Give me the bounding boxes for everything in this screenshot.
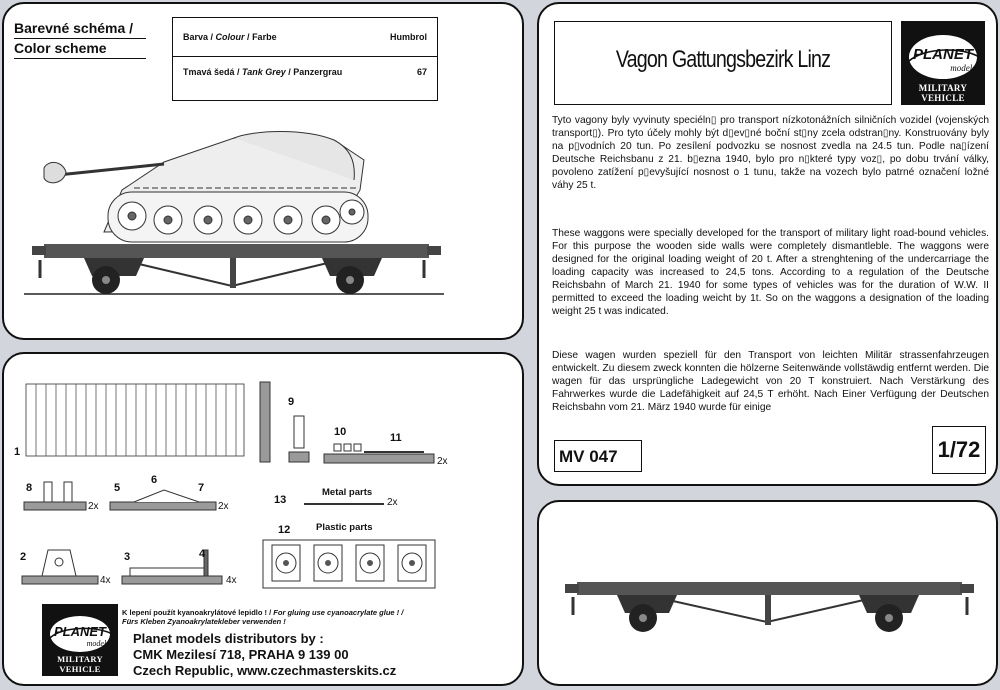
- part-number-3: 3: [124, 551, 131, 563]
- color-scheme-title: Barevné schéma / Color scheme: [14, 20, 146, 60]
- planet-logo: [901, 21, 985, 105]
- part-number-12: 12: [278, 524, 291, 536]
- empty-wagon-panel: [537, 500, 998, 686]
- planet-logo-icon-large: [901, 21, 985, 89]
- part-number-4: 4: [199, 548, 206, 560]
- planet-logo-text: PLANET: [54, 624, 106, 639]
- military-vehicle-caption: MILITARY VEHICLE: [42, 652, 118, 676]
- planet-logo-sub: models: [86, 639, 110, 648]
- planet-logo-large-sub: models: [950, 63, 976, 73]
- scale-badge: 1/72: [932, 426, 986, 474]
- product-code: MV 047: [554, 440, 642, 472]
- qty-part-13: 2x: [387, 497, 398, 508]
- planet-logo-small: [42, 604, 118, 676]
- parts-panel: [2, 352, 524, 686]
- empty-wagon-side-view: [539, 502, 996, 684]
- part-number-13: 13: [274, 494, 287, 506]
- distributor-info: Planet models distributors by : CMK Mezilesí 718, PRAHA 9 139 00 Czech Republic, www.czechmasterskits.cz: [133, 631, 397, 678]
- part-2: [22, 550, 98, 584]
- part-number-2: 2: [20, 551, 27, 563]
- part-12-sprue: [262, 539, 437, 591]
- glue-note: K lepení použít kyanoakrylátové lepidlo ! / For gluing use cyanoacrylate glue ! / Fürs Kleben Zyanoakrylatekleber verwenden !: [122, 608, 404, 626]
- part-8: [24, 482, 86, 510]
- color-scheme-panel: [2, 2, 524, 340]
- part-number-6: 6: [151, 474, 158, 486]
- qty-part-5: 2x: [218, 501, 229, 512]
- part-3-4: [122, 550, 222, 584]
- part-number-9: 9: [288, 396, 295, 408]
- plastic-parts-label: Plastic parts: [316, 522, 373, 533]
- wagon-drawing: [24, 244, 444, 294]
- part-number-7: 7: [198, 482, 205, 494]
- color-table-header: Barva / Colour / Farbe Humbrol: [183, 32, 427, 42]
- qty-part-8: 2x: [88, 501, 99, 512]
- part-number-1: 1: [14, 446, 21, 458]
- part-10-11: [324, 444, 434, 463]
- part-number-5: 5: [114, 482, 121, 494]
- tank-drawing: [44, 132, 368, 243]
- color-table-row: Tmavá šedá / Tank Grey / Panzergrau 67: [183, 67, 427, 77]
- wagon-with-tank-side-view: [4, 100, 524, 340]
- metal-parts-label: Metal parts: [322, 487, 373, 498]
- qty-part-2: 4x: [100, 575, 111, 586]
- qty-part-10: 2x: [437, 456, 448, 467]
- title-box: [554, 21, 892, 105]
- part-9: [289, 416, 309, 462]
- description-de: Diese wagen wurden speziell für den Transport von leichten Militär strassenfahrzeugen entwickelt. Zu diesem zweck konnten die hölzerne Seitenwände vollstäwdig entfernt werden. Die wagen für das ursprüngliche Ladegewicht von 20 T konstruiert. Nach Verstärkung des Fahrwerkes wurde die Ladefähigkeit auf 24,5 T erhöht. Nach Einer Verfügung der Deutschen Reichsbahn vom 21. März 1940 wurde für einige: [552, 350, 989, 413]
- description-en: These waggons were specially developed for the transport of military light road-bound vehicles. For this purpose the wooden side walls were completely dismantleble. The waggons were designed for the original loading weight of 20 t. After a strenghtening of the undercarriage the loading capacity was increased to 24,5 tons. According to a regulation of the Deutsche Reichsbahn of March 21. 1940 for some types of vehicles was for the duration of W.W. II permitted to exceed the loading weicht by 1t. So on the waggons a designation of the loading weight 25 t was indicated.: [552, 228, 989, 317]
- qty-part-3: 4x: [226, 575, 237, 586]
- part-number-8: 8: [26, 482, 33, 494]
- part-side-beam: [260, 382, 270, 462]
- planet-logo-large-text: PLANET: [913, 46, 973, 63]
- military-vehicle-caption-large: MILITARY VEHICLE: [901, 81, 985, 105]
- description-panel: [537, 2, 998, 486]
- part-number-11: 11: [390, 432, 402, 444]
- product-title: Vagon Gattungsbezirk Linz: [615, 46, 831, 73]
- part-number-10: 10: [334, 426, 347, 438]
- part-1-deck: [26, 384, 244, 456]
- description-cz: Tyto vagony byly vyvinuty speciéln▯ pro transport nízkotonážních silničních vozidel (vojenských transport▯). Pro tyto účely mohly být d▯ev▯né boční st▯ny zcela odstran▯ny. Konstruovány byly na p▯vodních 20 tun. Po zesílení podvozku se nosnost zvedla na 24.5 tun. Podle na▯ízení Deutsche Reichsbanu z 21. b▯ezna 1940, bylo pro n▯které typy voz▯, po dobu trvání války, povoleno zatížení p▯evyšující nosnost o 1 tunu, takže na vozech bylo patrné označení ložné váhy 25 t.: [552, 115, 989, 191]
- color-table: [172, 17, 438, 101]
